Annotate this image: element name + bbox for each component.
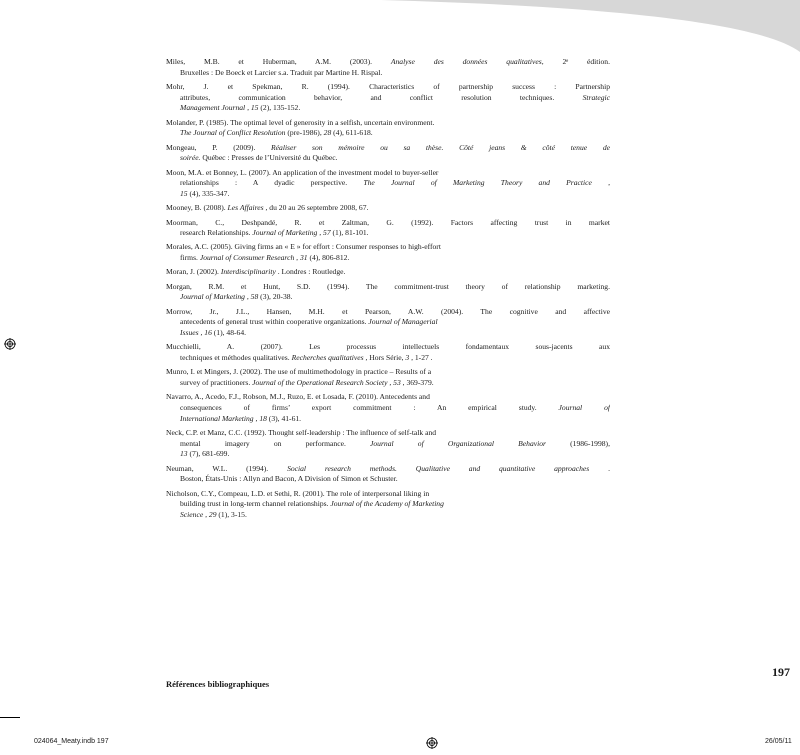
reference-text: Molander, P. (1985). The optimal level of generosity in a selfish, uncertain environment. bbox=[166, 117, 435, 127]
reference-text: , bbox=[317, 228, 324, 238]
reference-italic-text: 18 bbox=[259, 413, 267, 423]
reference-text: mental imagery on performance. bbox=[180, 438, 371, 448]
reference-italic-text: 3 bbox=[405, 353, 410, 363]
reference-italic-text: Social research methods. Qualitative and quantitative approaches bbox=[287, 463, 590, 473]
reference-italic-text: Journal of the Operational Research Society bbox=[252, 378, 388, 387]
reference-entry bbox=[166, 428, 610, 460]
reference-text: Neck, C.P. et Manz, C.C. (1992). Thought self-leadership : The influence of self-talk and bbox=[166, 427, 437, 437]
reference-line bbox=[166, 228, 610, 239]
reference-text: Mohr, J. et Spekman, R. (1994). Characteristics of partnership success : Partnership bbox=[166, 81, 610, 91]
reference-line bbox=[166, 267, 610, 278]
printer-slug-date: 26/05/11 bbox=[765, 738, 792, 745]
reference-text: , bbox=[244, 292, 251, 302]
reference-entry bbox=[166, 367, 610, 388]
reference-italic-text: 15 bbox=[250, 103, 259, 113]
reference-text: Miles, M.B. et Huberman, A.M. (2003). bbox=[166, 57, 391, 66]
reference-text: Moran, J. (2002). bbox=[166, 267, 221, 277]
reference-text: Moorman, C., Deshpandé, R. et Zaltman, G. (1992). Factors affecting trust in market bbox=[166, 217, 610, 227]
reference-italic-text: Réaliser son mémoire ou sa thèse. Côté jeans & côté tenue de bbox=[271, 142, 610, 152]
reference-entry bbox=[166, 57, 610, 78]
reference-text: , bbox=[294, 253, 300, 263]
reference-text: Mongeau, P. (2009). bbox=[166, 142, 272, 152]
reference-line bbox=[166, 317, 610, 328]
reference-italic-text: Journal of Managerial bbox=[368, 317, 438, 327]
reference-line bbox=[166, 439, 610, 450]
reference-entry bbox=[166, 267, 610, 278]
reference-entry bbox=[166, 242, 610, 263]
reference-entry bbox=[166, 307, 610, 339]
reference-text: attributes, communication behavior, and conflict resolution techniques. bbox=[180, 92, 583, 102]
running-section-title: Références bibliographiques bbox=[166, 679, 270, 689]
reference-italic-text: Journal of the Academy of Marketing bbox=[330, 499, 444, 509]
reference-text: Nicholson, C.Y., Compeau, L.D. et Sethi, R. (2001). The role of interpersonal liking in bbox=[166, 488, 430, 498]
reference-line bbox=[166, 464, 610, 475]
reference-text: (4), 611-618. bbox=[331, 128, 373, 138]
reference-line bbox=[166, 189, 610, 200]
reference-line bbox=[166, 253, 610, 264]
reference-entry bbox=[166, 203, 610, 214]
reference-text: , 369-379. bbox=[400, 378, 434, 387]
reference-entry bbox=[166, 82, 610, 114]
reference-entry bbox=[166, 218, 610, 239]
page-number: 197 bbox=[772, 665, 790, 679]
reference-line bbox=[166, 510, 610, 521]
reference-text: Moon, M.A. et Bonney, L. (2007). An application of the investment model to buyer-seller bbox=[166, 167, 439, 177]
reference-text: . bbox=[589, 463, 610, 473]
reference-entry bbox=[166, 392, 610, 424]
reference-line bbox=[166, 118, 610, 129]
reference-line bbox=[166, 307, 610, 318]
reference-italic-text: Journal of Marketing bbox=[180, 292, 245, 302]
reference-line bbox=[166, 342, 610, 353]
reference-text: techniques et méthodes qualitatives. bbox=[180, 353, 292, 363]
reference-entry bbox=[166, 118, 610, 139]
reference-line bbox=[166, 203, 610, 214]
reference-text: antecedents of general trust within cooperative organizations. bbox=[180, 317, 369, 327]
reference-italic-text: 15 bbox=[180, 188, 188, 198]
reference-italic-text: 29 bbox=[208, 509, 217, 519]
reference-line bbox=[166, 218, 610, 229]
reference-text: (3), 41-61. bbox=[266, 413, 302, 423]
page-corner-curl bbox=[0, 0, 800, 60]
reference-list bbox=[166, 57, 610, 524]
reference-line bbox=[166, 57, 610, 68]
reference-line bbox=[166, 103, 610, 114]
reference-text: , bbox=[245, 103, 251, 113]
reference-italic-text: Analyse des données qualitatives, bbox=[390, 57, 544, 66]
reference-italic-text: Les Affaires bbox=[227, 203, 264, 213]
registration-mark-icon bbox=[426, 736, 438, 748]
reference-italic-text: 16 bbox=[204, 328, 212, 338]
reference-italic-text: Journal of Consumer Research bbox=[199, 253, 295, 263]
reference-italic-text: Journal of bbox=[558, 402, 610, 412]
reference-line bbox=[166, 328, 610, 339]
reference-line bbox=[166, 143, 610, 154]
reference-text: Morgan, R.M. et Hunt, S.D. (1994). The commitment-trust theory of relationship marketing. bbox=[166, 281, 610, 291]
printer-slug-file: 024064_Meaty.indb 197 bbox=[34, 738, 109, 745]
reference-text: (1), 48-64. bbox=[211, 328, 247, 338]
reference-line bbox=[166, 499, 610, 510]
crop-line bbox=[0, 717, 20, 718]
reference-text: (1986-1998), bbox=[545, 438, 610, 448]
reference-line bbox=[166, 153, 610, 164]
reference-text: research Relationships. bbox=[180, 228, 253, 238]
reference-italic-text: Journal of Marketing bbox=[252, 228, 318, 238]
reference-italic-text: Management Journal bbox=[180, 103, 246, 113]
reference-text: Morales, A.C. (2005). Giving firms an « E » for effort : Consumer responses to high-effort bbox=[166, 242, 441, 252]
reference-italic-text: 13 bbox=[180, 449, 188, 459]
reference-text: , bbox=[203, 509, 209, 519]
reference-line bbox=[166, 414, 610, 425]
reference-italic-text: Journal of Organizational Behavior bbox=[370, 438, 546, 448]
reference-text: (7), 681-699. bbox=[187, 449, 230, 459]
reference-text: , bbox=[253, 413, 260, 423]
reference-text: Neuman, W.L. (1994). bbox=[166, 463, 288, 473]
reference-italic-text: Strategic bbox=[582, 92, 610, 102]
reference-text: Mooney, B. (2008). bbox=[166, 203, 228, 213]
reference-entry bbox=[166, 342, 610, 363]
reference-line bbox=[166, 489, 610, 500]
reference-text: firms. bbox=[180, 253, 200, 263]
reference-line bbox=[166, 449, 610, 460]
reference-italic-text: Recherches qualitatives bbox=[291, 353, 364, 363]
reference-italic-text: Issues bbox=[180, 328, 199, 338]
reference-entry bbox=[166, 464, 610, 485]
reference-text: . Londres : Routledge. bbox=[275, 267, 346, 277]
reference-text: (4), 806-812. bbox=[307, 253, 350, 263]
reference-line bbox=[166, 82, 610, 93]
reference-text: Québec : Presses de l’Université du Québec. bbox=[200, 153, 338, 163]
reference-entry bbox=[166, 143, 610, 164]
registration-mark-icon bbox=[4, 337, 16, 349]
reference-line bbox=[166, 403, 610, 414]
reference-italic-text: International Marketing bbox=[180, 413, 254, 423]
reference-text: consequences of firms’ export commitment : An empirical study. bbox=[180, 402, 559, 412]
reference-italic-text: Interdisciplinarity bbox=[220, 267, 276, 277]
reference-line bbox=[166, 68, 610, 79]
reference-text: survey of practitioners. bbox=[180, 378, 253, 387]
reference-italic-text: 58 bbox=[250, 292, 259, 302]
reference-text: Mucchielli, A. (2007). Les processus intellectuels fondamentaux sous-jacents aux bbox=[166, 342, 610, 352]
reference-line bbox=[166, 242, 610, 253]
reference-italic-text: soirée. bbox=[180, 153, 201, 163]
reference-entry bbox=[166, 168, 610, 200]
reference-text: , 1-27 . bbox=[409, 353, 433, 363]
reference-line bbox=[166, 353, 610, 364]
reference-text: (1), 3-15. bbox=[216, 509, 247, 519]
reference-text: , du 20 au 26 septembre 2008, 67. bbox=[263, 203, 369, 213]
reference-text: Bruxelles : De Boeck et Larcier s.a. Traduit par Martine H. Rispal. bbox=[180, 67, 383, 77]
reference-text: relationships : A dyadic perspective. bbox=[180, 178, 364, 188]
reference-text: (pre-1986), bbox=[285, 128, 324, 138]
reference-line bbox=[166, 367, 610, 378]
reference-italic-text: 57 bbox=[323, 228, 331, 238]
reference-text: Morrow, Jr., J.L., Hansen, M.H. et Pearson, A.W. (2004). The cognitive and affective bbox=[166, 306, 610, 316]
reference-text: , bbox=[591, 178, 610, 188]
reference-text: , bbox=[198, 328, 205, 338]
reference-italic-text: Science bbox=[180, 509, 204, 519]
reference-entry bbox=[166, 282, 610, 303]
reference-text: , bbox=[387, 378, 394, 387]
reference-line bbox=[166, 292, 610, 303]
reference-line bbox=[166, 392, 610, 403]
reference-text: Munro, I. et Mingers, J. (2002). The use of multimethodology in practice – Results of a bbox=[166, 367, 432, 377]
reference-text: Boston, États-Unis : Allyn and Bacon, A Division of Simon et Schuster. bbox=[180, 474, 398, 484]
reference-text: 2ᵉ édition. bbox=[543, 57, 610, 66]
reference-text: building trust in long-term channel relationships. bbox=[180, 499, 331, 509]
reference-line bbox=[166, 378, 610, 389]
reference-italic-text: 53 bbox=[393, 378, 401, 387]
reference-text: (4), 335-347. bbox=[187, 188, 230, 198]
reference-italic-text: The Journal of Conflict Resolution bbox=[180, 128, 286, 138]
reference-line bbox=[166, 282, 610, 293]
reference-line bbox=[166, 178, 610, 189]
reference-line bbox=[166, 474, 610, 485]
reference-text: (1), 81-101. bbox=[330, 228, 369, 238]
reference-line bbox=[166, 128, 610, 139]
reference-italic-text: The Journal of Marketing Theory and Practice bbox=[363, 178, 592, 188]
reference-entry bbox=[166, 489, 610, 521]
reference-text: , Hors Série, bbox=[363, 353, 406, 363]
reference-text: (2), 135-152. bbox=[258, 103, 301, 113]
reference-italic-text: 28 bbox=[323, 128, 332, 138]
reference-italic-text: 31 bbox=[299, 253, 308, 263]
reference-line bbox=[166, 168, 610, 179]
reference-text: (3), 20-38. bbox=[258, 292, 293, 302]
reference-line bbox=[166, 428, 610, 439]
reference-text: Navarro, A., Acedo, F.J., Robson, M.J., Ruzo, E. et Losada, F. (2010). Antecedents and bbox=[166, 392, 430, 402]
reference-line bbox=[166, 93, 610, 104]
